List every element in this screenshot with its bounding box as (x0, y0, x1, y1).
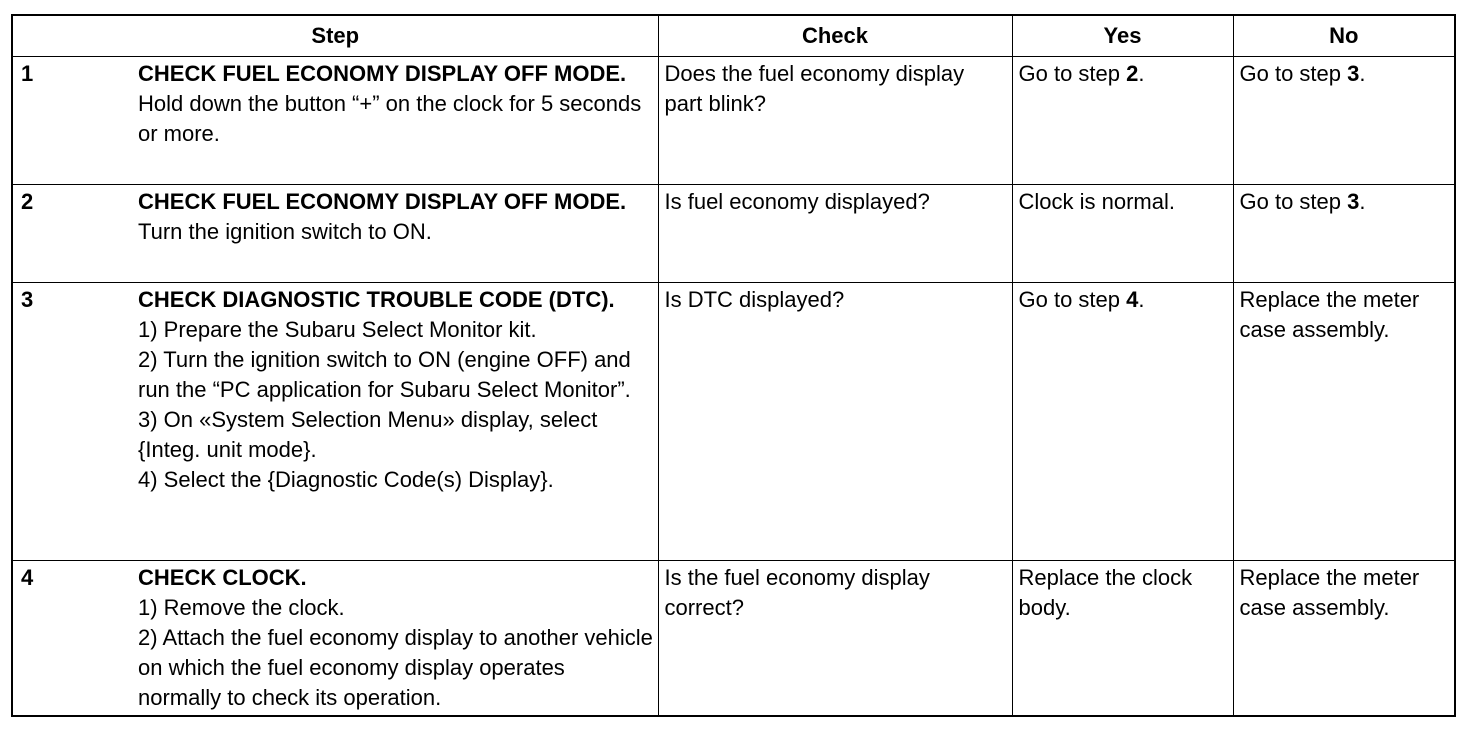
header-check: Check (658, 15, 1012, 57)
yes-cell (1012, 57, 1233, 185)
no-suffix: . (1359, 189, 1366, 214)
step-instruction: 2) Turn the ignition switch to ON (engine OFF) and run the “PC application for Subaru Select Monitor”. (138, 347, 631, 402)
no-text: Go to step (1239, 61, 1348, 86)
no-text: Replace the meter case assembly. (1239, 287, 1420, 342)
table-row (12, 283, 1455, 561)
no-cell (1233, 185, 1455, 283)
step-cell (12, 283, 658, 561)
step-title: CHECK CLOCK. (138, 565, 307, 590)
yes-suffix: . (1138, 287, 1145, 312)
yes-cell (1012, 283, 1233, 561)
step-cell (12, 185, 658, 283)
step-cell (12, 57, 658, 185)
step-instruction: 4) Select the {Diagnostic Code(s) Display}. (138, 467, 554, 492)
yes-suffix: . (1138, 61, 1145, 86)
diagnostic-document (11, 14, 1454, 717)
no-text: Replace the meter case assembly. (1239, 565, 1420, 620)
no-text: Go to step (1239, 189, 1348, 214)
yes-text: Go to step (1018, 287, 1127, 312)
check-cell: Is the fuel economy display correct? (658, 561, 1012, 717)
header-no: No (1233, 15, 1455, 57)
yes-step-ref: 4 (1126, 287, 1139, 312)
step-title: CHECK FUEL ECONOMY DISPLAY OFF MODE. (138, 189, 627, 214)
table-row (12, 57, 1455, 185)
yes-cell (1012, 185, 1233, 283)
yes-text: Clock is normal. (1018, 189, 1175, 214)
diagnostic-table (11, 14, 1456, 717)
yes-step-ref: 2 (1126, 61, 1139, 86)
step-instruction: 2) Attach the fuel economy display to another vehicle on which the fuel economy display operates normally to check its operation. (138, 625, 653, 710)
step-instruction: 1) Remove the clock. (138, 595, 345, 620)
yes-text: Go to step (1018, 61, 1127, 86)
header-row (12, 15, 1455, 57)
step-number: 3 (21, 287, 34, 312)
yes-text: Replace the clock body. (1018, 565, 1193, 620)
table-row (12, 561, 1455, 717)
step-cell (12, 561, 658, 717)
step-title: CHECK DIAGNOSTIC TROUBLE CODE (DTC). (138, 287, 615, 312)
yes-cell (1012, 561, 1233, 717)
no-step-ref: 3 (1347, 61, 1360, 86)
header-yes: Yes (1012, 15, 1233, 57)
step-instruction: 3) On «System Selection Menu» display, select {Integ. unit mode}. (138, 407, 598, 462)
step-instruction: 1) Prepare the Subaru Select Monitor kit. (138, 317, 537, 342)
step-instruction: Hold down the button “+” on the clock for 5 seconds or more. (138, 91, 642, 146)
step-number: 2 (21, 189, 34, 214)
step-number: 4 (21, 565, 34, 590)
no-suffix: . (1359, 61, 1366, 86)
no-cell (1233, 561, 1455, 717)
check-cell: Is fuel economy displayed? (658, 185, 1012, 283)
header-step: Step (12, 15, 658, 57)
no-cell (1233, 57, 1455, 185)
step-instruction: Turn the ignition switch to ON. (138, 219, 432, 244)
check-cell: Is DTC displayed? (658, 283, 1012, 561)
table-row (12, 185, 1455, 283)
step-title: CHECK FUEL ECONOMY DISPLAY OFF MODE. (138, 61, 627, 86)
check-cell: Does the fuel economy display part blink? (658, 57, 1012, 185)
step-number: 1 (21, 61, 34, 86)
no-step-ref: 3 (1347, 189, 1360, 214)
no-cell (1233, 283, 1455, 561)
